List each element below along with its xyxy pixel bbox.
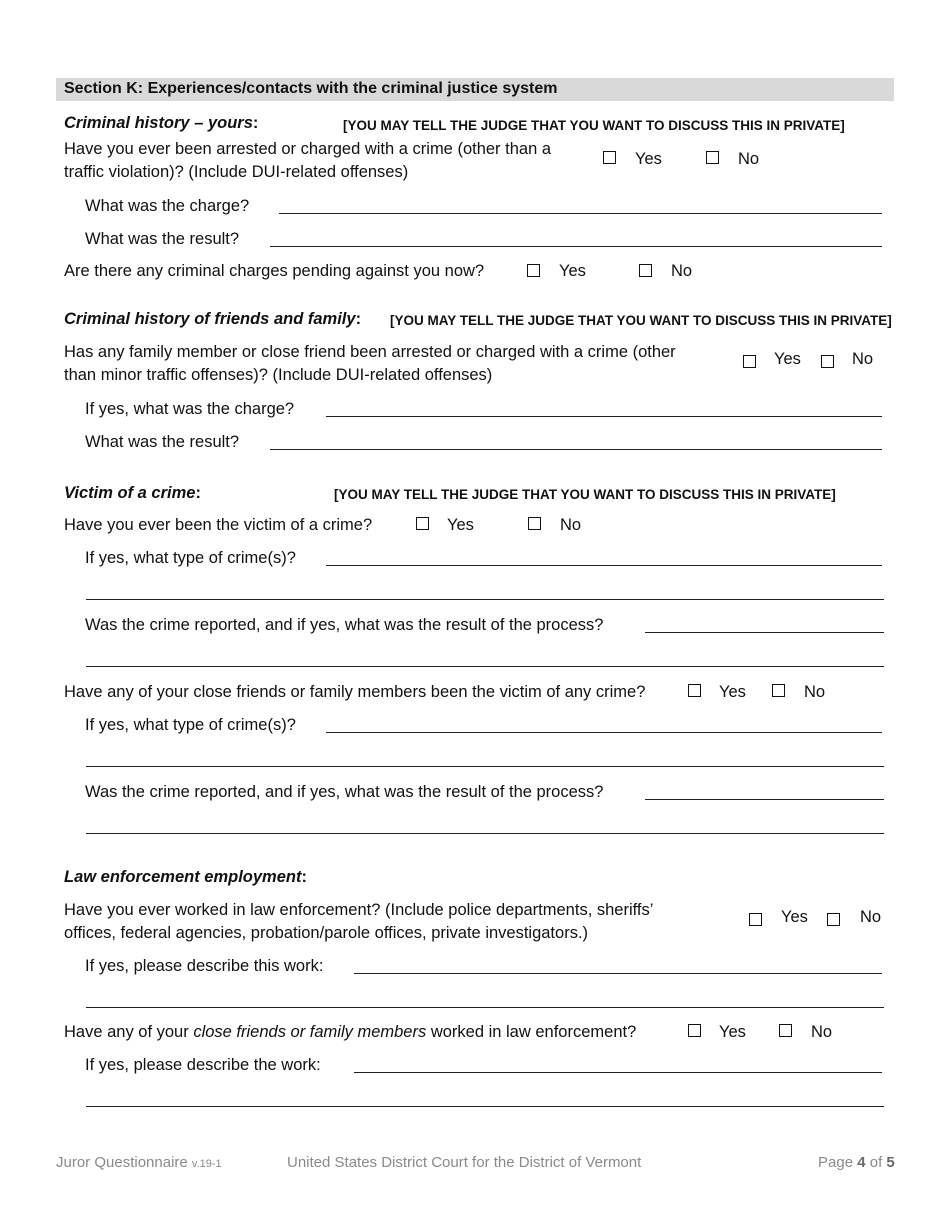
victim-family-type-input-line[interactable] — [326, 732, 882, 733]
victim-self-yes-checkbox[interactable] — [416, 517, 429, 530]
footer-title: Juror Questionnaire v.19-1 — [56, 1154, 222, 1171]
victim-family-reported-label: Was the crime reported, and if yes, what was the result of the process? — [85, 783, 604, 801]
family-arrested-no-label: No — [852, 350, 874, 368]
law-family-yes-label: Yes — [719, 1023, 746, 1041]
victim-type-input-line[interactable] — [326, 565, 882, 566]
family-charge-label: If yes, what was the charge? — [85, 400, 295, 418]
pending-yes-checkbox[interactable] — [527, 264, 540, 277]
pending-yes-label: Yes — [559, 262, 586, 280]
family-arrested-yes-label: Yes — [774, 350, 801, 368]
victim-type-continuation-line[interactable] — [86, 599, 884, 600]
victim-type-label: If yes, what type of crime(s)? — [85, 549, 296, 567]
private-note: [YOU MAY TELL THE JUDGE THAT YOU WANT TO DISCUSS THIS IN PRIVATE] — [390, 313, 892, 328]
law-self-question-line2: offices, federal agencies, probation/parole offices, private investigators.) — [64, 924, 589, 942]
section-title: Section K: Experiences/contacts with the criminal justice system — [64, 80, 558, 97]
family-result-label: What was the result? — [85, 433, 240, 451]
family-result-input-line[interactable] — [270, 449, 882, 450]
victim-family-type-continuation-line[interactable] — [86, 766, 884, 767]
law-family-describe-label: If yes, please describe the work: — [85, 1056, 321, 1074]
footer-court: United States District Court for the District of Vermont — [287, 1154, 642, 1171]
victim-self-yes-label: Yes — [447, 516, 474, 534]
victim-reported-label: Was the crime reported, and if yes, what was the result of the process? — [85, 616, 604, 634]
family-arrested-yes-checkbox[interactable] — [743, 355, 756, 368]
arrested-no-label: No — [738, 150, 760, 168]
law-family-yes-checkbox[interactable] — [688, 1024, 701, 1037]
arrested-yes-checkbox[interactable] — [603, 151, 616, 164]
victim-family-no-checkbox[interactable] — [772, 684, 785, 697]
law-family-no-label: No — [811, 1023, 833, 1041]
arrested-question-line2: traffic violation)? (Include DUI-related offenses) — [64, 163, 409, 181]
victim-self-question: Have you ever been the victim of a crime? — [64, 516, 373, 534]
family-arrested-no-checkbox[interactable] — [821, 355, 834, 368]
victim-self-no-label: No — [560, 516, 582, 534]
victim-family-type-label: If yes, what type of crime(s)? — [85, 716, 296, 734]
law-self-question-line1: Have you ever worked in law enforcement? (Include police departments, sheriffs’ — [64, 901, 654, 919]
victim-heading: Victim of a crime: — [64, 484, 201, 502]
victim-family-question: Have any of your close friends or family members been the victim of any crime? — [64, 683, 646, 701]
arrested-question-line1: Have you ever been arrested or charged with a crime (other than a — [64, 140, 552, 158]
footer-page-number: Page 4 of 5 — [818, 1154, 895, 1171]
law-family-describe-continuation-line[interactable] — [86, 1106, 884, 1107]
law-self-yes-checkbox[interactable] — [749, 913, 762, 926]
victim-family-reported-continuation-line[interactable] — [86, 833, 884, 834]
law-family-no-checkbox[interactable] — [779, 1024, 792, 1037]
family-arrested-question-line1: Has any family member or close friend been arrested or charged with a crime (other — [64, 343, 676, 361]
pending-no-checkbox[interactable] — [639, 264, 652, 277]
law-self-no-checkbox[interactable] — [827, 913, 840, 926]
victim-self-no-checkbox[interactable] — [528, 517, 541, 530]
victim-family-yes-checkbox[interactable] — [688, 684, 701, 697]
victim-family-reported-input-line[interactable] — [645, 799, 884, 800]
law-self-describe-input-line[interactable] — [354, 973, 882, 974]
law-family-describe-input-line[interactable] — [354, 1072, 882, 1073]
law-self-yes-label: Yes — [781, 908, 808, 926]
criminal-history-yours-heading: Criminal history – yours: — [64, 114, 259, 132]
arrested-no-checkbox[interactable] — [706, 151, 719, 164]
private-note: [YOU MAY TELL THE JUDGE THAT YOU WANT TO DISCUSS THIS IN PRIVATE] — [343, 118, 845, 133]
law-self-no-label: No — [860, 908, 882, 926]
criminal-history-family-heading: Criminal history of friends and family: — [64, 310, 362, 328]
result-input-line[interactable] — [270, 246, 882, 247]
result-label: What was the result? — [85, 230, 240, 248]
arrested-yes-label: Yes — [635, 150, 662, 168]
law-self-describe-label: If yes, please describe this work: — [85, 957, 324, 975]
victim-family-no-label: No — [804, 683, 826, 701]
charge-label: What was the charge? — [85, 197, 250, 215]
pending-no-label: No — [671, 262, 693, 280]
charge-input-line[interactable] — [279, 213, 882, 214]
family-arrested-question-line2: than minor traffic offenses)? (Include DUI-related offenses) — [64, 366, 493, 384]
victim-reported-continuation-line[interactable] — [86, 666, 884, 667]
victim-family-yes-label: Yes — [719, 683, 746, 701]
pending-question: Are there any criminal charges pending against you now? — [64, 262, 485, 280]
law-self-describe-continuation-line[interactable] — [86, 1007, 884, 1008]
law-family-question: Have any of your close friends or family members worked in law enforcement? — [64, 1023, 637, 1041]
private-note: [YOU MAY TELL THE JUDGE THAT YOU WANT TO DISCUSS THIS IN PRIVATE] — [334, 487, 836, 502]
family-charge-input-line[interactable] — [326, 416, 882, 417]
victim-reported-input-line[interactable] — [645, 632, 884, 633]
law-enforcement-heading: Law enforcement employment: — [64, 868, 307, 886]
